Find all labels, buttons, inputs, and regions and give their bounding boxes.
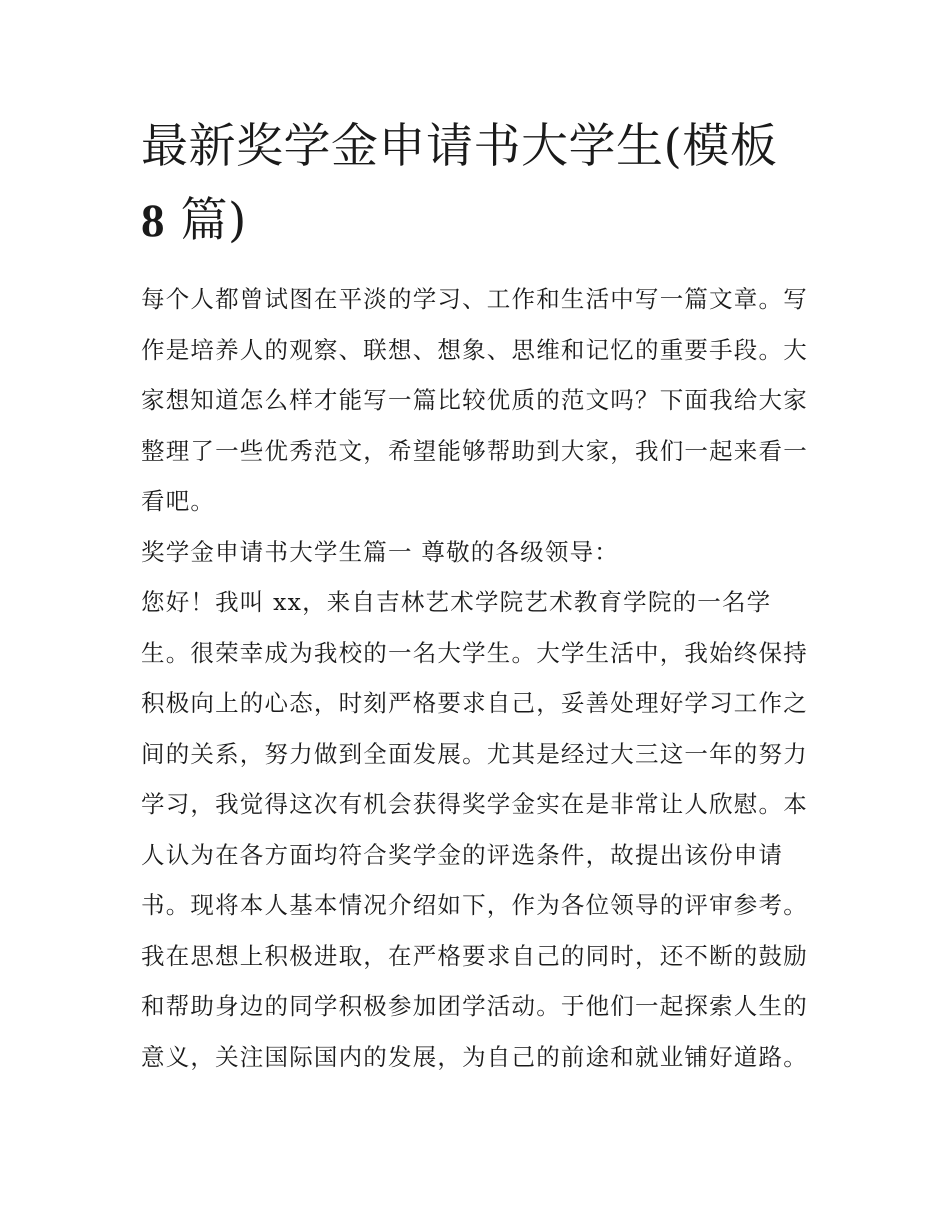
text-line: 意义，关注国际国内的发展，为自己的前途和就业铺好道路。 (141, 1042, 808, 1071)
text-line: 您好！我叫 xx，来自吉林艺术学院艺术教育学院的一名学 (141, 588, 772, 616)
section-heading: 奖学金申请书大学生篇一 尊敬的各级领导： (141, 537, 619, 566)
text-line: 学习，我觉得这次有机会获得奖学金实在是非常让人欣慰。本 (141, 790, 808, 818)
document-title (141, 110, 812, 258)
text-line: 书。现将本人基本情况介绍如下，作为各位领导的评审参考。 (141, 891, 808, 919)
text-line: 和帮助身边的同学积极参加团学活动。于他们一起探索人生的 (141, 992, 808, 1020)
text-line: 作是培养人的观察、联想、想象、思维和记忆的重要手段。大 (141, 335, 808, 364)
text-line: 生。很荣幸成为我校的一名大学生。大学生活中，我始终保持 (141, 638, 808, 667)
text-line: 家想知道怎么样才能写一篇比较优质的范文吗？下面我给大家 (141, 386, 808, 414)
text-line: 我在思想上积极进取，在严格要求自己的同时，还不断的鼓励 (141, 941, 808, 970)
text-line: 整理了一些优秀范文，希望能够帮助到大家，我们一起来看一 (141, 436, 808, 465)
text-line: 积极向上的心态，时刻严格要求自己，妥善处理好学习工作之 (141, 689, 808, 717)
title-line-1: 最新奖学金申请书大学生(模板 (141, 119, 778, 174)
document-body (141, 274, 812, 1082)
title-number: 8 (141, 195, 165, 247)
text-line: 看吧。 (141, 487, 216, 515)
text-line: 每个人都曾试图在平淡的学习、工作和生活中写一篇文章。写 (141, 285, 808, 313)
title-line-2: 篇) (165, 193, 247, 248)
text-line: 人认为在各方面均符合奖学金的评选条件，故提出该份申请 (141, 840, 784, 869)
text-line: 间的关系，努力做到全面发展。尤其是经过大三这一年的努力 (141, 739, 808, 768)
